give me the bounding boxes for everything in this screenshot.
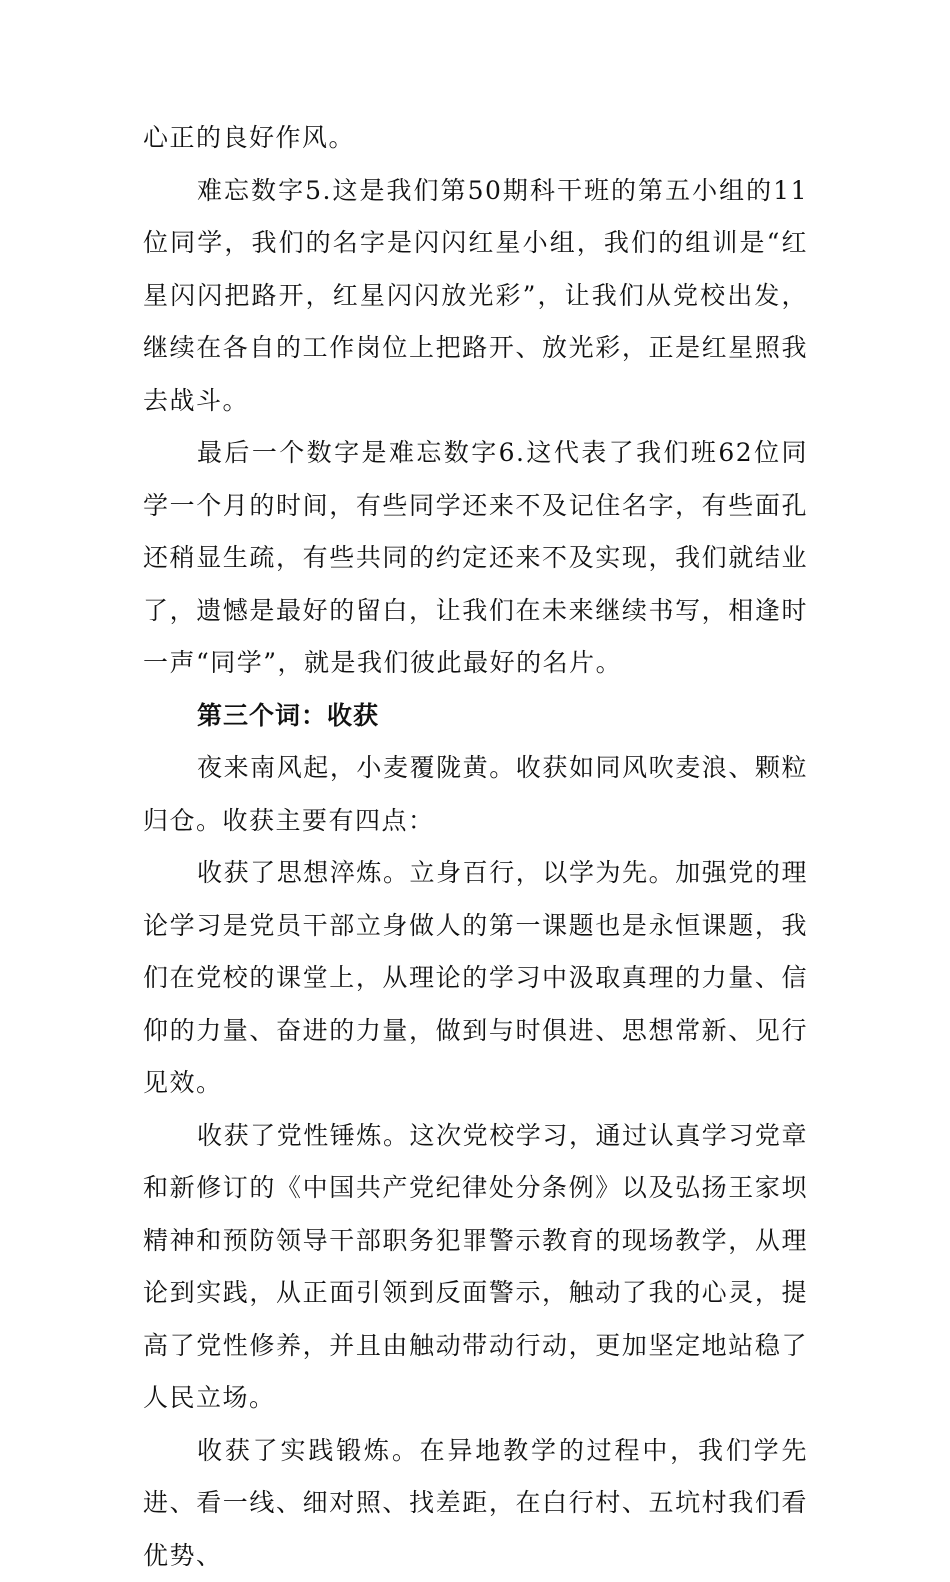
paragraph-number-six: 最后一个数字是难忘数字6.这代表了我们班62位同学一个月的时间，有些同学还来不及记住名字，有些面孔还稍显生疏，有些共同的约定还来不及实现，我们就结业了，遗憾是最好的留白，让我们在未来继续书写，相逢时一声“同学”，就是我们彼此最好的名片。 bbox=[143, 427, 808, 690]
paragraph-number-five: 难忘数字5.这是我们第50期科干班的第五小组的11位同学，我们的名字是闪闪红星小组，我们的组训是“红星闪闪把路开，红星闪闪放光彩”，让我们从党校出发，继续在各自的工作岗位上把路开、放光彩，正是红星照我去战斗。 bbox=[143, 165, 808, 428]
paragraph-harvest-intro: 夜来南风起，小麦覆陇黄。收获如同风吹麦浪、颗粒归仓。收获主要有四点： bbox=[143, 742, 808, 847]
paragraph-continuation: 心正的良好作风。 bbox=[143, 112, 808, 165]
paragraph-practice: 收获了实践锻炼。在异地教学的过程中，我们学先进、看一线、细对照、找差距，在白行村、五坑村我们看优势、 bbox=[143, 1425, 808, 1582]
section-heading-harvest: 第三个词：收获 bbox=[143, 690, 808, 743]
paragraph-thought-tempering: 收获了思想淬炼。立身百行，以学为先。加强党的理论学习是党员干部立身做人的第一课题也是永恒课题，我们在党校的课堂上，从理论的学习中汲取真理的力量、信仰的力量、奋进的力量，做到与时俱进、思想常新、见行见效。 bbox=[143, 847, 808, 1110]
document-body bbox=[143, 112, 808, 1582]
paragraph-party-spirit: 收获了党性锤炼。这次党校学习，通过认真学习党章和新修订的《中国共产党纪律处分条例》以及弘扬王家坝精神和预防领导干部职务犯罪警示教育的现场教学，从理论到实践，从正面引领到反面警示，触动了我的心灵，提高了党性修养，并且由触动带动行动，更加坚定地站稳了人民立场。 bbox=[143, 1110, 808, 1425]
